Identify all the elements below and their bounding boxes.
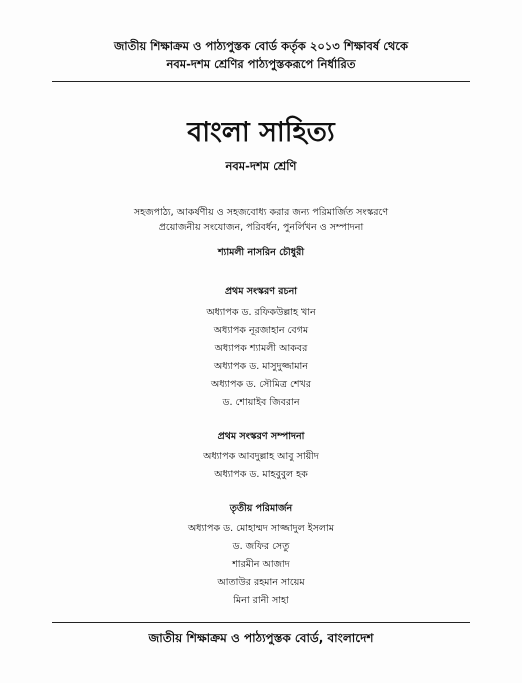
reviser-name: আতাউর রহমান সায়েম xyxy=(217,577,305,588)
book-grade: নবম-দশম শ্রেণি xyxy=(225,159,297,173)
revision-note-line-2: প্রয়োজনীয় সংযোজন, পরিবর্ধন, পুনর্লিখন ও সম্পাদনা xyxy=(158,222,364,233)
writer-name: ড. শোয়াইব জিবরান xyxy=(222,397,300,408)
footer-divider xyxy=(52,622,470,623)
first-edition-writing-heading: প্রথম সংস্করণ রচনা xyxy=(224,286,298,297)
revision-editor: শ্যামলী নাসরিন চৌধুরী xyxy=(217,247,305,258)
writer-name: অধ্যাপক শ্যামলী আকবর xyxy=(214,343,308,354)
header-line-1: জাতীয় শিক্ষাক্রম ও পাঠ্যপুস্তক বোর্ড কর্তৃক ২০১৩ শিক্ষাবর্ষ থেকে xyxy=(113,39,409,53)
writer-name: অধ্যাপক ড. সৌমিত্র শেখর xyxy=(211,379,311,390)
writer-name: অধ্যাপক নূরজাহান বেগম xyxy=(213,325,309,336)
header-line-2: নবম-দশম শ্রেণির পাঠ্যপুস্তকরূপে নির্ধারিত xyxy=(166,57,356,71)
editor-name: অধ্যাপক আবদুল্লাহ আবু সায়ীদ xyxy=(203,451,319,462)
third-revision-heading: তৃতীয় পরিমার্জন xyxy=(229,503,293,514)
writer-name: অধ্যাপক ড. মাসুদুজ্জামান xyxy=(214,361,308,372)
reviser-name: মিনা রানী সাহা xyxy=(233,595,289,606)
writer-name: অধ্যাপক ড. রফিকউল্লাহ খান xyxy=(206,307,316,318)
editor-name: অধ্যাপক ড. মাহবুবুল হক xyxy=(214,469,308,480)
publisher-name: জাতীয় শিক্ষাক্রম ও পাঠ্যপুস্তক বোর্ড, বাংলাদেশ xyxy=(148,631,374,645)
revision-note-line-1: সহজপাঠ্য, আকর্ষণীয় ও সহজবোধ্য করার জন্য পরিমার্জিত সংস্করণে xyxy=(133,207,389,218)
header-divider xyxy=(52,81,470,82)
reviser-name: ড. জফির সেতু xyxy=(232,541,290,552)
reviser-name: শারমীন আজাদ xyxy=(232,559,290,570)
book-title: বাংলা সাহিত্য xyxy=(187,117,335,148)
reviser-name: অধ্যাপক ড. মোহাম্মদ সাজ্জাদুল ইসলাম xyxy=(187,523,335,534)
first-edition-editing-heading: প্রথম সংস্করণ সম্পাদনা xyxy=(217,431,305,442)
